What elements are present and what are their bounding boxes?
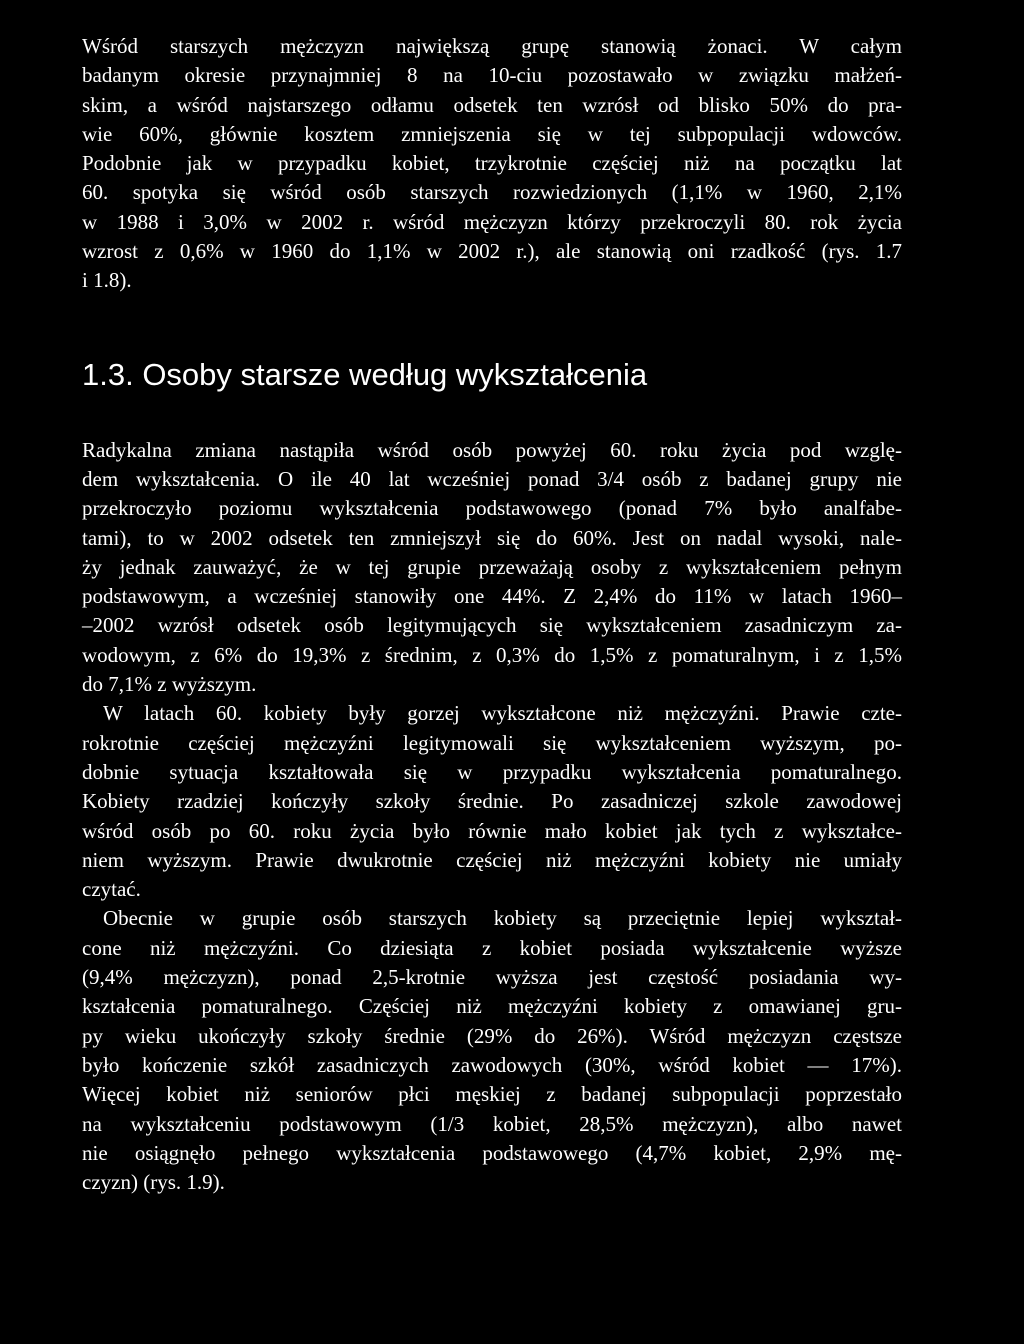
text-line: na wykształceniu podstawowym (1/3 kobiet, 28,5% mężczyzn), albo nawet bbox=[82, 1111, 902, 1136]
text-line: w 1988 i 3,0% w 2002 r. wśród mężczyzn którzy przekroczyli 80. rok życia bbox=[82, 209, 902, 234]
text-line: Radykalna zmiana nastąpiła wśród osób powyżej 60. roku życia pod wzglę- bbox=[82, 437, 902, 462]
text-line: dem wykształcenia. O ile 40 lat wcześniej ponad 3/4 osób z badanej grupy nie bbox=[82, 466, 902, 491]
text-line: wzrost z 0,6% w 1960 do 1,1% w 2002 r.), ale stanowią oni rzadkość (rys. 1.7 bbox=[82, 239, 902, 264]
paragraph-education-change bbox=[82, 436, 902, 700]
text-line: niem wyższym. Prawie dwukrotnie częściej niż mężczyźni kobiety nie umiały bbox=[82, 847, 902, 872]
text-line: Obecnie w grupie osób starszych kobiety są przeciętnie lepiej wykształ- bbox=[103, 906, 902, 931]
paragraph-marital-status bbox=[82, 32, 902, 296]
text-line: tami), to w 2002 odsetek ten zmniejszył się do 60%. Jest on nadal wysoki, nale- bbox=[82, 525, 902, 550]
text-line: 60. spotyka się wśród osób starszych rozwiedzionych (1,1% w 1960, 2,1% bbox=[82, 180, 902, 205]
text-line: przekroczyło poziomu wykształcenia podstawowego (ponad 7% było analfabe- bbox=[82, 496, 902, 521]
text-line: Podobnie jak w przypadku kobiet, trzykrotnie częściej niż na początku lat bbox=[82, 151, 902, 176]
text-line: Więcej kobiet niż seniorów płci męskiej z badanej subpopulacji poprzestało bbox=[82, 1082, 902, 1107]
paragraph-present-women bbox=[82, 904, 902, 1197]
text-line: nie osiągnęło pełnego wykształcenia podstawowego (4,7% kobiet, 2,9% mę- bbox=[82, 1140, 902, 1165]
text-line: wodowym, z 6% do 19,3% z średnim, z 0,3% do 1,5% z pomaturalnym, i z 1,5% bbox=[82, 642, 902, 667]
text-line: i 1.8). bbox=[82, 268, 132, 293]
text-line: wie 60%, głównie kosztem zmniejszenia się w tej subpopulacji wdowców. bbox=[82, 121, 902, 146]
text-line: (9,4% mężczyzn), ponad 2,5-krotnie wyższa jest częstość posiadania wy- bbox=[82, 965, 902, 990]
text-line: było kończenie szkół zasadniczych zawodowych (30%, wśród kobiet — 17%). bbox=[82, 1052, 902, 1077]
text-line: do 7,1% z wyższym. bbox=[82, 672, 257, 697]
text-line: –2002 wzrósł odsetek osób legitymujących się wykształceniem zasadniczym za- bbox=[82, 613, 902, 638]
document-page bbox=[82, 32, 902, 1197]
text-line: W latach 60. kobiety były gorzej wykształcone niż mężczyźni. Prawie czte- bbox=[103, 701, 902, 726]
text-line: py wieku ukończyły szkoły średnie (29% do 26%). Wśród mężczyzn częstsze bbox=[82, 1023, 902, 1048]
text-line: ży jednak zauważyć, że w tej grupie przeważają osoby z wykształceniem pełnym bbox=[82, 554, 902, 579]
text-line: czyzn) (rys. 1.9). bbox=[82, 1170, 225, 1195]
section-heading: 1.3. Osoby starsze według wykształcenia bbox=[82, 356, 648, 392]
text-line: Wśród starszych mężczyzn największą grupę stanowią żonaci. W całym bbox=[82, 34, 902, 58]
paragraph-sixties-women bbox=[82, 699, 902, 904]
text-line: dobnie sytuacja kształtowała się w przypadku wykształcenia pomaturalnego. bbox=[82, 759, 902, 784]
text-line: badanym okresie przynajmniej 8 na 10-ciu pozostawało w związku małżeń- bbox=[82, 63, 902, 88]
text-line: cone niż mężczyźni. Co dziesiąta z kobiet posiada wykształcenie wyższe bbox=[82, 935, 902, 960]
text-line: rokrotnie częściej mężczyźni legitymowali się wykształceniem wyższym, po- bbox=[82, 730, 902, 755]
text-line: podstawowym, a wcześniej stanowiły one 44%. Z 2,4% do 11% w latach 1960– bbox=[82, 584, 902, 609]
text-line: wśród osób po 60. roku życia było równie mało kobiet jak tych z wykształce- bbox=[82, 818, 902, 843]
text-line: kształcenia pomaturalnego. Częściej niż mężczyźni kobiety z omawianej gru- bbox=[82, 994, 902, 1019]
text-line: Kobiety rzadziej kończyły szkoły średnie. Po zasadniczej szkole zawodowej bbox=[82, 789, 902, 814]
text-line: skim, a wśród najstarszego odłamu odsetek ten wzrósł od blisko 50% do pra- bbox=[82, 92, 902, 117]
text-line: czytać. bbox=[82, 877, 141, 902]
